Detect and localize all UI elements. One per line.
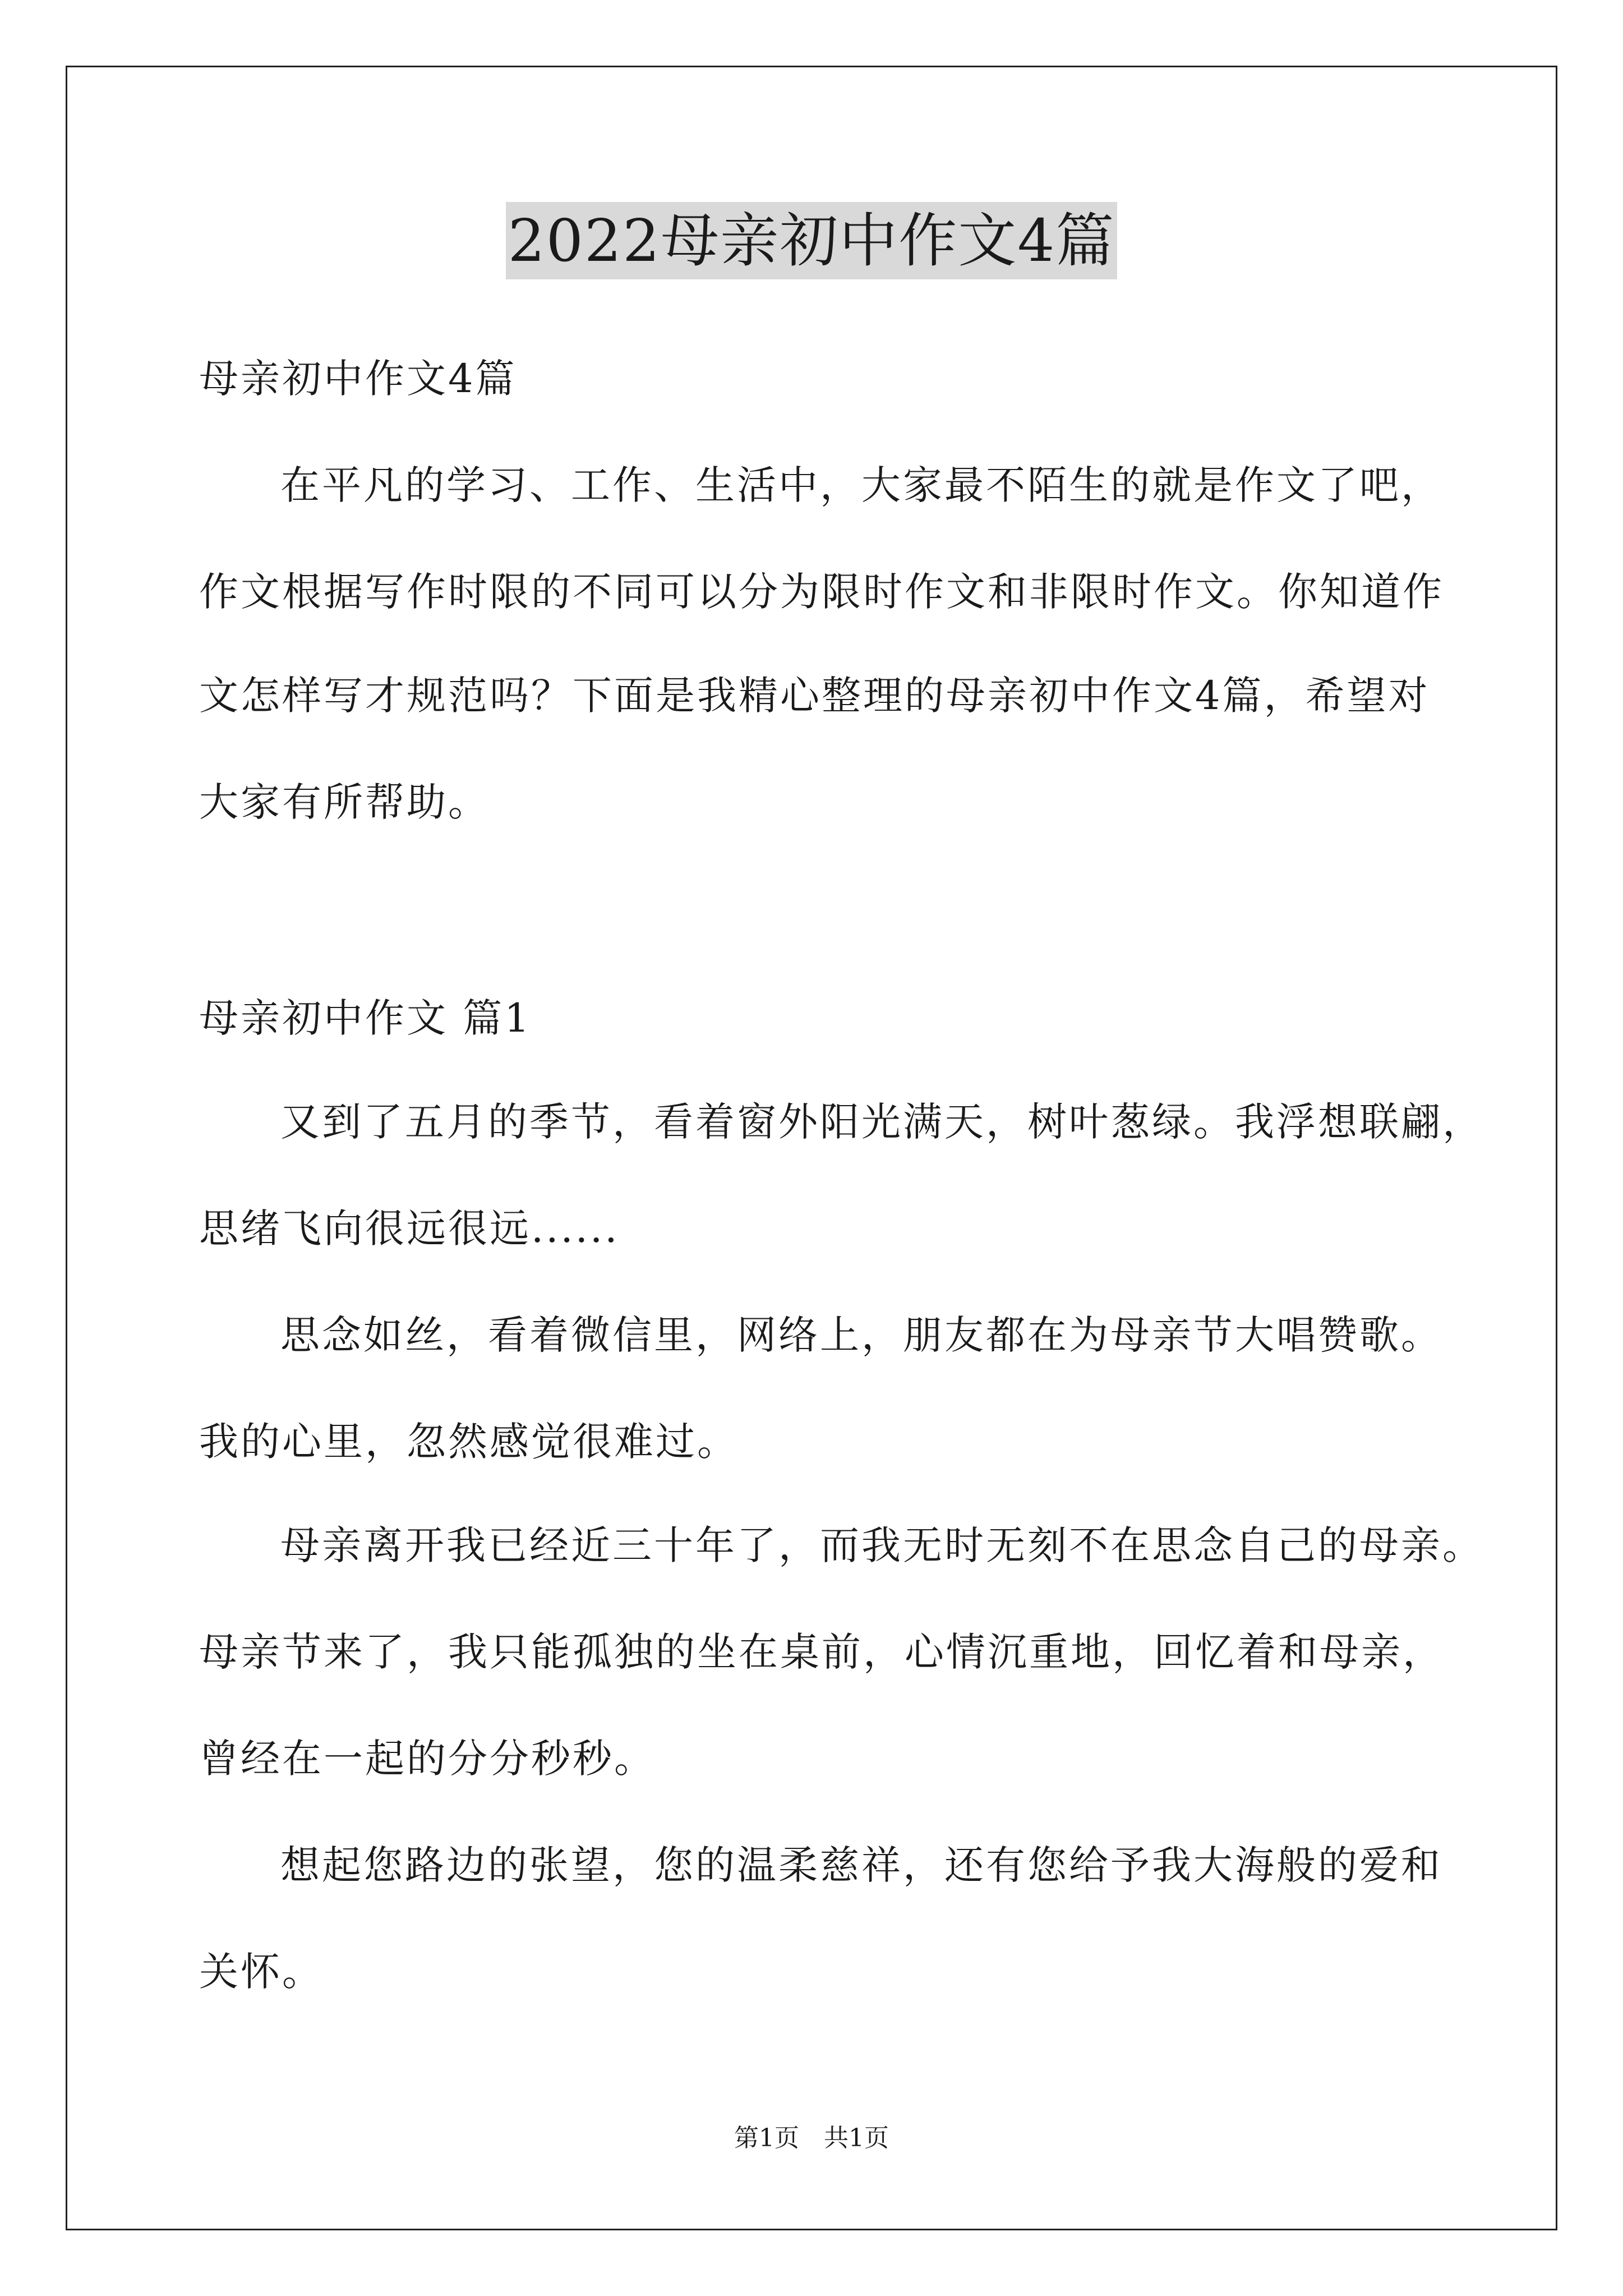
paragraph-line: 母亲离开我已经近三十年了，而我无时无刻不在思念自己的母亲。	[280, 1522, 1484, 1568]
paragraph-line: 曾经在一起的分分秒秒。	[199, 1736, 656, 1782]
paragraph-line: 大家有所帮助。	[199, 779, 490, 825]
paragraph-line: 又到了五月的季节，看着窗外阳光满天，树叶葱绿。我浮想联翩，	[280, 1099, 1484, 1145]
paragraph-line: 想起您路边的张望，您的温柔慈祥，还有您给予我大海般的爱和	[280, 1842, 1442, 1888]
paragraph-line: 思绪飞向很远很远......	[199, 1205, 620, 1251]
paragraph-line: 我的心里，忽然感觉很难过。	[199, 1419, 739, 1465]
subtitle-line: 母亲初中作文4篇	[199, 356, 517, 402]
paragraph-line: 在平凡的学习、工作、生活中，大家最不陌生的就是作文了吧，	[280, 462, 1442, 508]
paragraph-line: 母亲节来了，我只能孤独的坐在桌前，心情沉重地，回忆着和母亲，	[199, 1629, 1444, 1675]
section-heading: 母亲初中作文 篇1	[199, 995, 532, 1041]
paragraph-line: 关怀。	[199, 1949, 324, 1995]
document-title: 2022母亲初中作文4篇	[506, 202, 1118, 279]
paragraph-line: 作文根据写作时限的不同可以分为限时作文和非限时作文。你知道作	[199, 569, 1444, 615]
paragraph-line: 思念如丝，看着微信里，网络上，朋友都在为母亲节大唱赞歌。	[280, 1312, 1442, 1358]
title-container	[0, 202, 1623, 279]
page-footer: 第1页 共1页	[734, 2124, 889, 2152]
paragraph-line: 文怎样写才规范吗？下面是我精心整理的母亲初中作文4篇，希望对	[199, 673, 1430, 719]
